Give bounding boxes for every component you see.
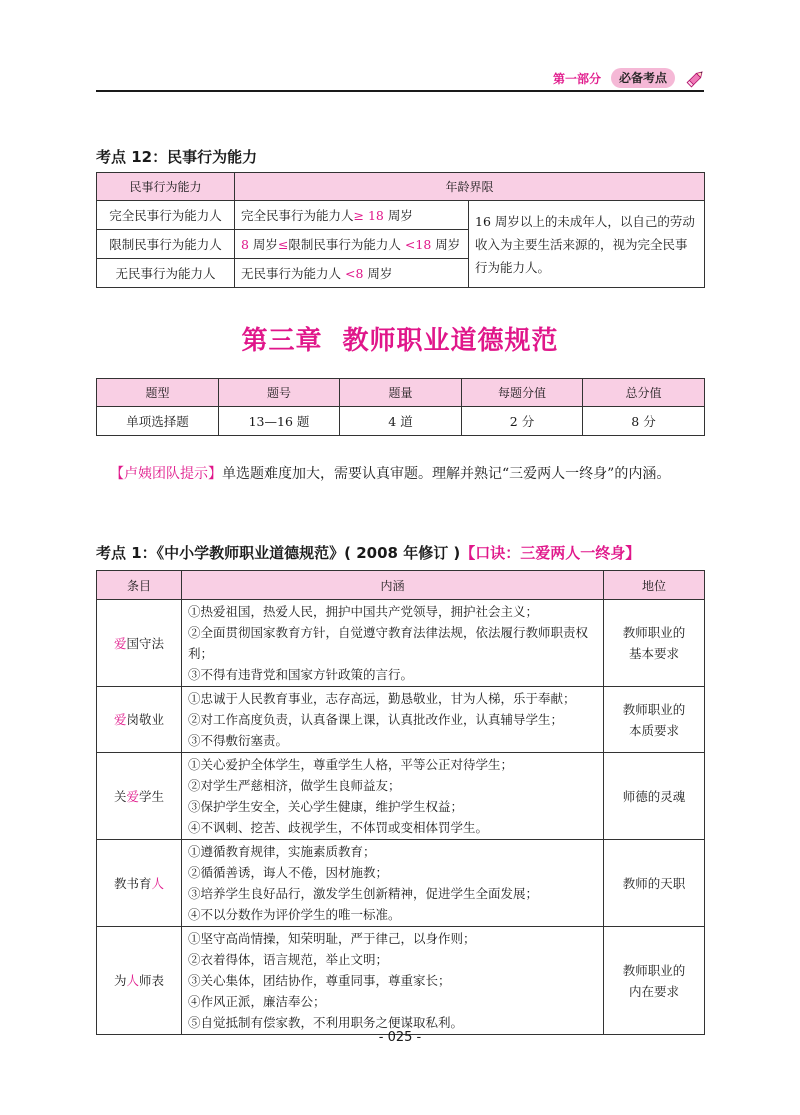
table-header-row	[97, 571, 705, 600]
table-row	[97, 407, 705, 436]
tip-label: 【卢姨团队提示】	[110, 466, 222, 482]
role-line: 师德的灵魂	[622, 788, 686, 804]
content-line: ①热爱祖国，热爱人民，拥护中国共产党领导，拥护社会主义；	[188, 604, 539, 619]
item-content	[182, 687, 604, 753]
item-content	[182, 927, 604, 1035]
column-header: 内涵	[182, 571, 604, 600]
content-line: ②对学生严慈相济，做学生良师益友；	[188, 778, 401, 793]
column-header: 题型	[97, 379, 219, 407]
table-header-row	[97, 173, 705, 201]
column-header: 题号	[219, 379, 340, 407]
content-line: ③不得有违背党和国家方针政策的言行。	[188, 667, 414, 682]
item-name: 教书育人	[97, 840, 182, 927]
column-header: 年龄界限	[235, 173, 705, 201]
content-line: ③保护学生安全，关心学生健康，维护学生权益；	[188, 799, 464, 814]
role-line: 教师职业的	[622, 625, 686, 640]
table-row	[97, 753, 705, 840]
question-info-table	[96, 378, 705, 436]
content-line: ②衣着得体，语言规范，举止文明；	[188, 952, 389, 967]
table-row	[97, 927, 705, 1035]
content-line: ①遵循教育规律，实施素质教育；	[188, 844, 376, 859]
column-header: 总分值	[583, 379, 705, 407]
table-row	[97, 201, 705, 230]
age-rule: 8 周岁≤限制民事行为能力人 <18 周岁	[235, 230, 469, 259]
chapter-title: 第三章 教师职业道德规范	[241, 326, 559, 356]
item-name: 爱岗敬业	[97, 687, 182, 753]
content-line: ⑤自觉抵制有偿家教，不利用职务之便谋取私利。	[188, 1015, 464, 1030]
ethics-table	[96, 570, 705, 1035]
content-line: ④不以分数作为评价学生的唯一标准。	[188, 907, 401, 922]
item-name: 爱国守法	[97, 600, 182, 687]
header-badge: 必备考点	[611, 68, 675, 88]
section-1-title-text: 考点 1：《中小学教师职业道德规范》( 2008 年修订 )	[96, 544, 461, 562]
table-row	[97, 600, 705, 687]
content-line: ④作风正派，廉洁奉公；	[188, 994, 326, 1009]
role-line: 基本要求	[628, 646, 679, 661]
section-12-title: 考点 12：民事行为能力	[96, 148, 258, 166]
item-content	[182, 600, 604, 687]
mnemonic: 【口诀：三爱两人一终身】	[460, 544, 641, 562]
content-line: ③关心集体，团结协作，尊重同事，尊重家长；	[188, 973, 451, 988]
table-header-row	[97, 379, 705, 407]
item-role	[604, 687, 705, 753]
age-rule: 无民事行为能力人 <8 周岁	[235, 259, 469, 288]
item-role	[604, 753, 705, 840]
section-1-title	[96, 542, 640, 563]
content-line: ③不得敷衍塞责。	[188, 733, 289, 748]
tip-text: 单选题难度加大，需要认真审题。理解并熟记“三爱两人一终身”的内涵。	[222, 466, 671, 482]
role-line: 教师职业的	[622, 962, 686, 978]
team-tip	[96, 458, 704, 491]
role-line: 内在要求	[628, 983, 679, 999]
item-role	[604, 600, 705, 687]
item-name: 为人师表	[97, 927, 182, 1035]
content-line: ③培养学生良好品行，激发学生创新精神，促进学生全面发展；	[188, 886, 539, 901]
column-header: 每题分值	[462, 379, 583, 407]
capacity-name: 无民事行为能力人	[97, 259, 235, 288]
page-number: - 025 -	[378, 1030, 422, 1045]
role-line: 教师的天职	[622, 875, 686, 891]
column-header: 民事行为能力	[97, 173, 235, 201]
column-header: 地位	[604, 571, 705, 600]
item-name: 关爱学生	[97, 753, 182, 840]
content-line: ②全面贯彻国家教育方针，自觉遵守教育法律法规，依法履行教师职责权利；	[188, 625, 589, 661]
content-line: ④不讽刺、挖苦、歧视学生，不体罚或变相体罚学生。	[188, 820, 489, 835]
table-row	[97, 687, 705, 753]
table-cell: 2 分	[462, 407, 583, 436]
column-header: 题量	[340, 379, 462, 407]
content-line: ①坚守高尚情操，知荣明耻，严于律己，以身作则；	[188, 931, 476, 946]
item-role	[604, 927, 705, 1035]
header-part-label: 第一部分	[553, 72, 602, 86]
pencil-icon	[684, 68, 706, 90]
header-rule	[96, 90, 704, 92]
table-cell: 单项选择题	[97, 407, 219, 436]
civil-capacity-table	[96, 172, 705, 288]
capacity-name: 限制民事行为能力人	[97, 230, 235, 259]
table-row	[97, 840, 705, 927]
table-cell: 8 分	[583, 407, 705, 436]
content-line: ①关心爱护全体学生，尊重学生人格，平等公正对待学生；	[188, 757, 514, 772]
table-cell: 13—16 题	[219, 407, 340, 436]
content-line: ②循循善诱，诲人不倦，因材施教；	[188, 865, 389, 880]
role-line: 本质要求	[628, 722, 679, 738]
column-header: 条目	[97, 571, 182, 600]
item-content	[182, 753, 604, 840]
role-line: 教师职业的	[622, 701, 686, 717]
content-line: ①忠诚于人民教育事业，志存高远，勤恳敬业，甘为人梯，乐于奉献；	[188, 691, 576, 706]
item-role	[604, 840, 705, 927]
table-cell: 4 道	[340, 407, 462, 436]
item-content	[182, 840, 604, 927]
content-line: ②对工作高度负责，认真备课上课，认真批改作业，认真辅导学生；	[188, 712, 564, 727]
age-rule: 完全民事行为能力人≥ 18 周岁	[235, 201, 469, 230]
capacity-name: 完全民事行为能力人	[97, 201, 235, 230]
capacity-note: 16 周岁以上的未成年人，以自己的劳动收入为主要生活来源的，视为完全民事行为能力人。	[469, 201, 705, 288]
